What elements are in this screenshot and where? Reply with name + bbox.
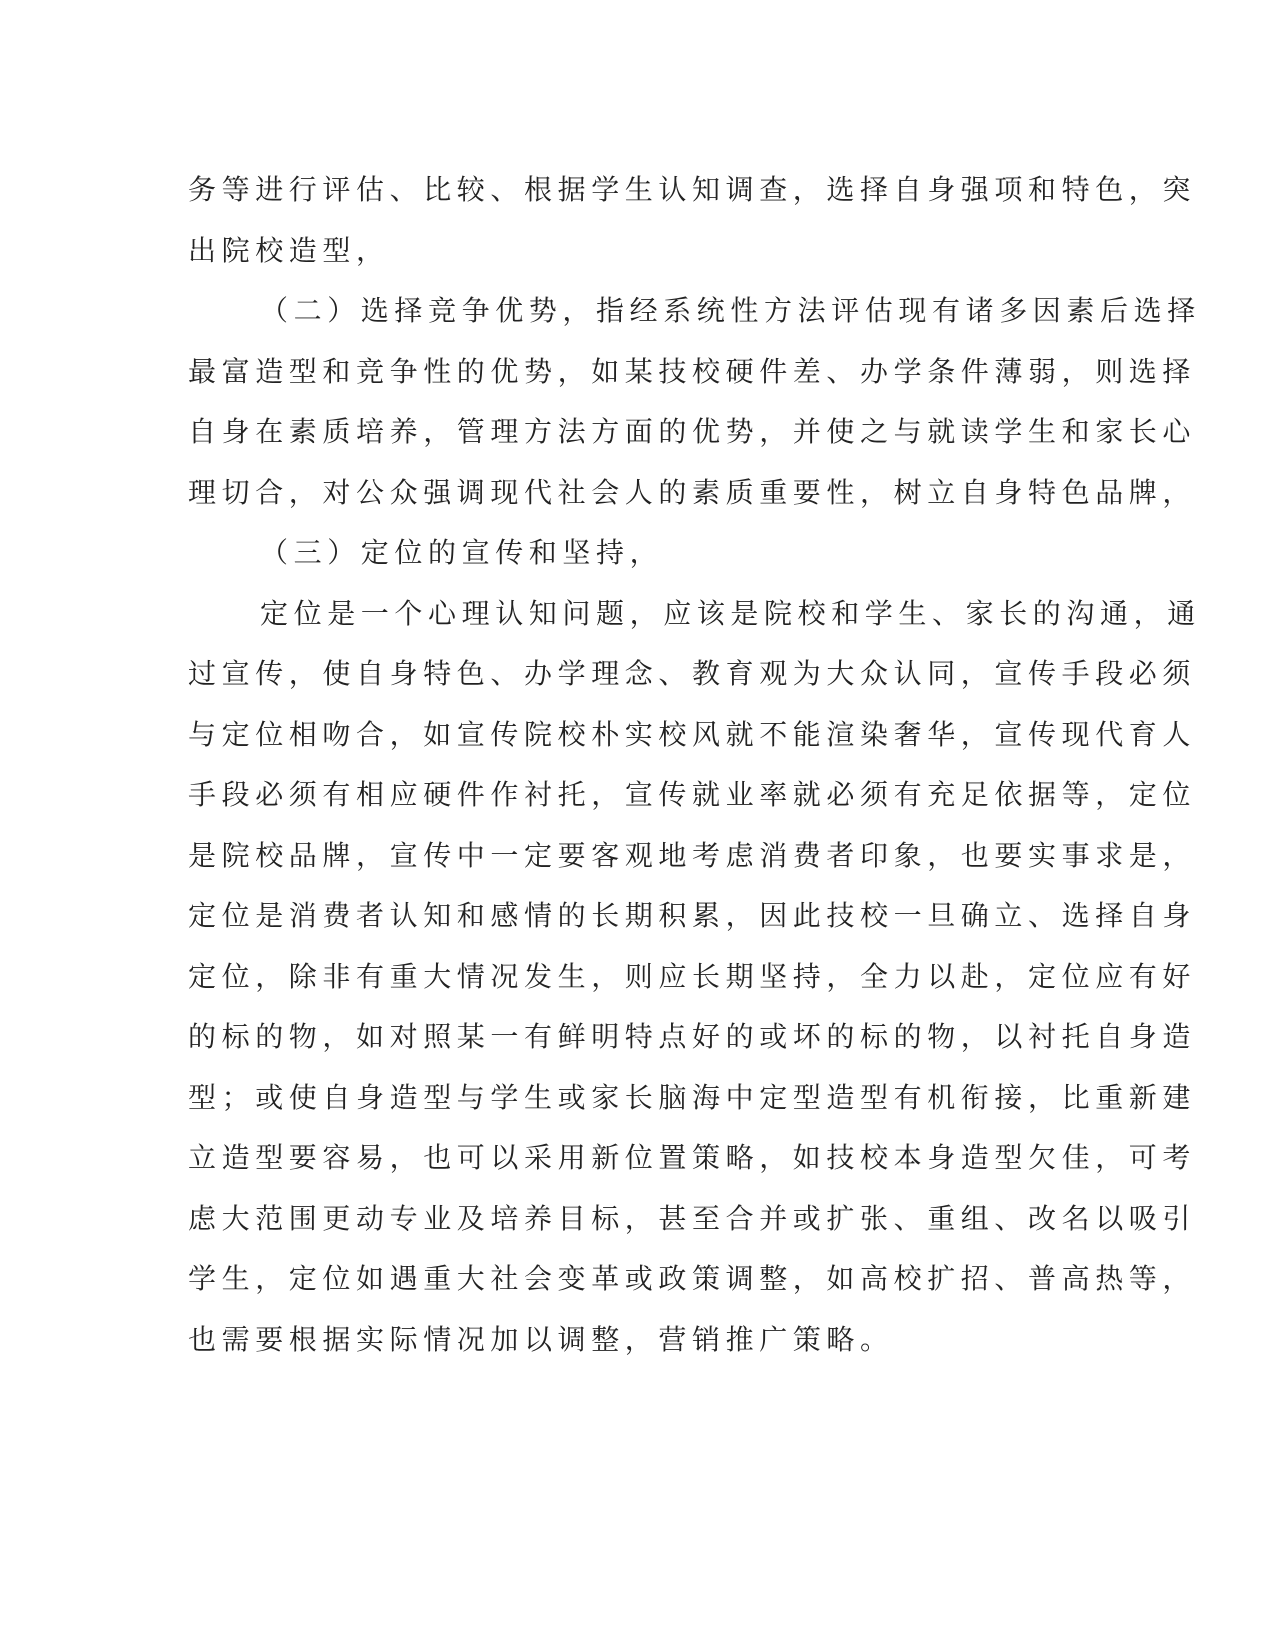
text-line: 型；或使自身造型与学生或家长脑海中定型造型有机衔接，比重新建 bbox=[188, 1080, 1197, 1114]
paragraph-start: 定位是一个心理认知问题，应该是院校和学生、家长的沟通，通 bbox=[260, 596, 1201, 630]
text-line: 出院校造型， bbox=[188, 233, 390, 267]
text-line: 虑大范围更动专业及培养目标，甚至合并或扩张、重组、改名以吸引 bbox=[188, 1201, 1197, 1235]
text-line: 定位是消费者认知和感情的长期积累，因此技校一旦确立、选择自身 bbox=[188, 899, 1197, 932]
text-line: 与定位相吻合，如宣传院校朴实校风就不能渲染奢华，宣传现代育人 bbox=[188, 717, 1197, 751]
text-line: 也需要根据实际情况加以调整，营销推广策略。 bbox=[188, 1322, 894, 1356]
text-line: 务等进行评估、比较、根据学生认知调查，选择自身强项和特色，突 bbox=[188, 173, 1197, 206]
text-line: 定位，除非有重大情况发生，则应长期坚持，全力以赴，定位应有好 bbox=[188, 959, 1197, 993]
text-line: 是院校品牌，宣传中一定要客观地考虑消费者印象，也要实事求是， bbox=[188, 838, 1197, 872]
text-line: 立造型要容易，也可以采用新位置策略，如技校本身造型欠佳，可考 bbox=[188, 1141, 1197, 1174]
text-line: 手段必须有相应硬件作衬托，宣传就业率就必须有充足依据等，定位 bbox=[188, 778, 1197, 811]
text-line: 最富造型和竞争性的优势，如某技校硬件差、办学条件薄弱，则选择 bbox=[188, 354, 1197, 388]
text-line: 学生，定位如遇重大社会变革或政策调整，如高校扩招、普高热等， bbox=[188, 1262, 1197, 1295]
text-line: 过宣传，使自身特色、办学理念、教育观为大众认同，宣传手段必须 bbox=[188, 657, 1197, 690]
text-line: 理切合，对公众强调现代社会人的素质重要性，树立自身特色品牌， bbox=[188, 475, 1197, 509]
text-line: 自身在素质培养，管理方法方面的优势，并使之与就读学生和家长心 bbox=[188, 415, 1197, 448]
body-text bbox=[188, 160, 1201, 1370]
section-heading-2: （二）选择竞争优势，指经系统性方法评估现有诸多因素后选择 bbox=[260, 294, 1201, 327]
text-line: 的标的物，如对照某一有鲜明特点好的或坏的标的物，以衬托自身造 bbox=[188, 1020, 1197, 1053]
section-heading-3: （三）定位的宣传和坚持， bbox=[260, 536, 664, 569]
